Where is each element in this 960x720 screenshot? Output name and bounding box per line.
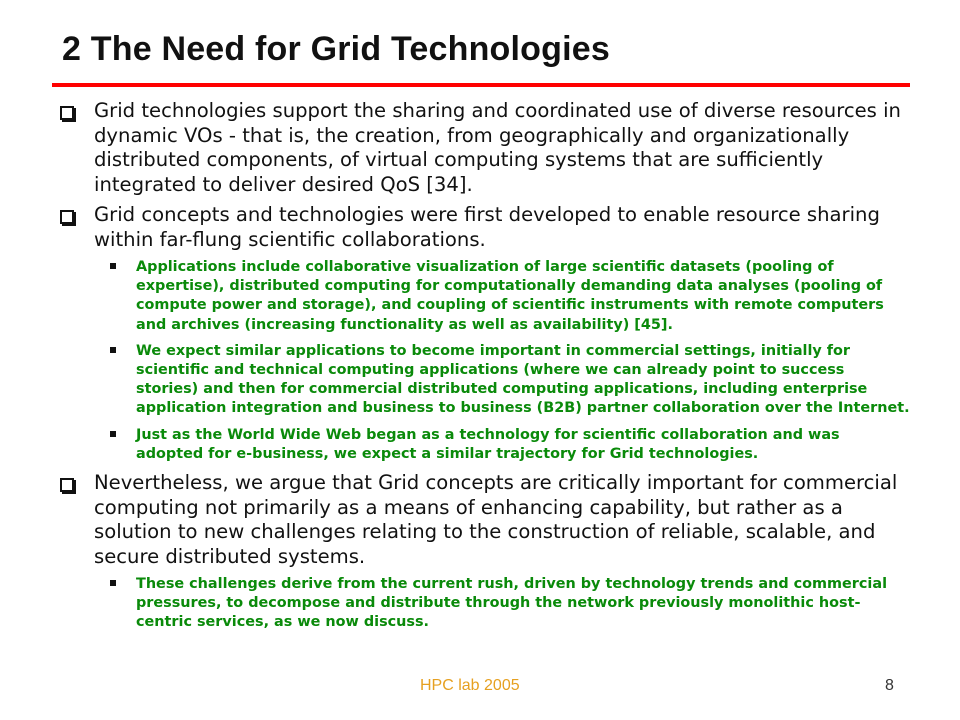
checkbox-bullet-icon <box>60 478 74 492</box>
sub-bullet-text: Applications include collaborative visualization of large scientific datasets (pooling of expertise), distributed computing for computationally demanding data analyses (pooling of compute power and storage), and coupling of scientific instruments with remote computers and archives (increasing functionality as well as availability) [45]. <box>136 259 884 333</box>
sub-bullet-item <box>60 426 910 464</box>
checkbox-bullet-icon <box>60 210 74 224</box>
sub-bullet-item <box>60 342 910 419</box>
title-underline <box>52 83 910 87</box>
checkbox-bullet-icon <box>60 106 74 120</box>
slide-title: 2 The Need for Grid Technologies <box>62 30 610 68</box>
bullet-item <box>60 203 910 252</box>
bullet-item <box>60 471 910 569</box>
bullet-text: Nevertheless, we argue that Grid concepts are critically important for commercial computing not primarily as a means of enhancing capability, but rather as a solution to new challenges relating to the construction of reliable, scalable, and secure distributed systems. <box>94 471 898 568</box>
slide-body <box>60 99 910 640</box>
footer-label: HPC lab 2005 <box>420 677 520 694</box>
sub-bullet-text: These challenges derive from the current rush, driven by technology trends and commercial pressures, to decompose and distribute through the network previously monolithic host-centric services, as we now discuss. <box>136 576 887 631</box>
square-bullet-icon <box>110 347 116 353</box>
sub-bullet-item <box>60 575 910 633</box>
bullet-text: Grid concepts and technologies were first developed to enable resource sharing within far-flung scientific collaborations. <box>94 203 880 251</box>
sub-bullet-item <box>60 258 910 335</box>
sub-bullet-text: We expect similar applications to become important in commercial settings, initially for scientific and technical computing applications (where we can already point to success stories) and then for commercial distributed computing applications, including enterprise application integration and business to business (B2B) partner collaboration over the Internet. <box>136 342 910 417</box>
sub-bullet-text: Just as the World Wide Web began as a technology for scientific collaboration and was adopted for e-business, we expect a similar trajectory for Grid technologies. <box>136 426 840 462</box>
bullet-item <box>60 99 910 197</box>
square-bullet-icon <box>110 580 116 586</box>
square-bullet-icon <box>110 431 116 437</box>
square-bullet-icon <box>110 263 116 269</box>
bullet-text: Grid technologies support the sharing and coordinated use of diverse resources in dynamic VOs - that is, the creation, from geographically and organizationally distributed components, of virtual computing systems that are sufficiently integrated to deliver desired QoS [34]. <box>94 99 901 196</box>
page-number: 8 <box>885 677 894 694</box>
